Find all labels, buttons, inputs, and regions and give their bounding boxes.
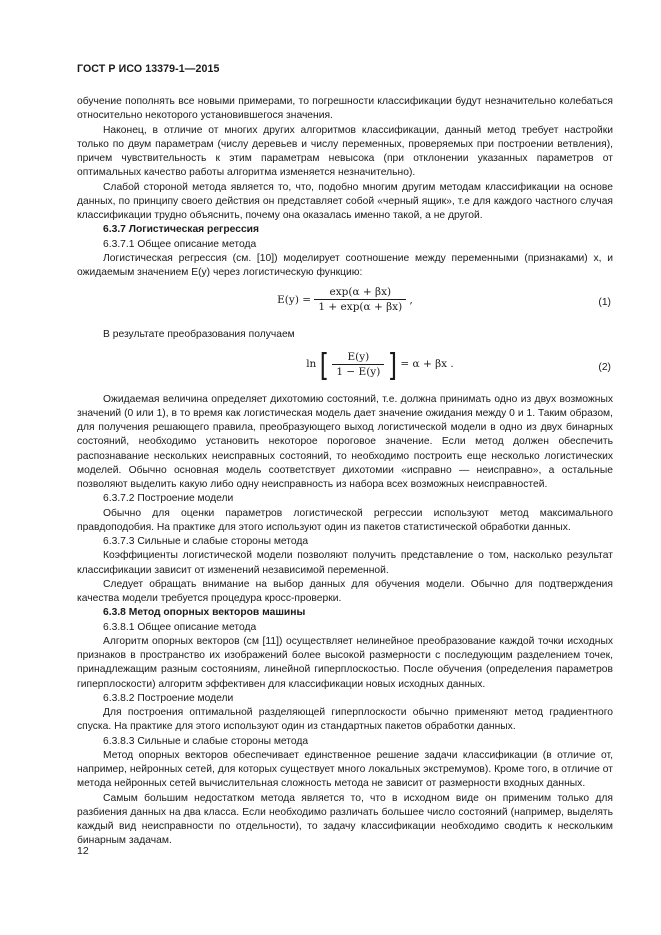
section-heading: 6.3.8 Метод опорных векторов машины	[103, 607, 306, 619]
subsection-heading: 6.3.7.2 Построение модели	[103, 493, 234, 505]
formula-1-lhs: E(y) =	[277, 294, 312, 307]
right-bracket-icon: ]	[387, 346, 398, 383]
paragraph: обучение пополнять все новыми примерами, то погрешности классификации будут незначительно колебаться относительно некоторого установившегося значения.	[77, 96, 613, 122]
formula-1-denominator: 1 + exp(α + βx)	[318, 301, 403, 314]
body-text	[77, 95, 613, 849]
formula-2-rhs: = α + βx .	[400, 358, 454, 371]
subsection-heading: 6.3.8.1 Общее описание метода	[103, 621, 257, 633]
paragraph: Обычно для оценки параметров логистической регрессии используют метод максимального правдоподобия. На практике для этого используют один из пакетов статистической обработки данных.	[77, 507, 613, 533]
subsection-heading: 6.3.7.1 Общее описание метода	[103, 238, 257, 250]
formula-1-fraction	[314, 286, 406, 314]
formula-1-number: (1)	[598, 297, 611, 309]
paragraph: Наконец, в отличие от многих других алгоритмов классификации, данный метод требует настройки только по двум параметрам (числу деревьев и числу переменных, проверяемых при построении ветвления), причем чувствительность к этим параметрам невысока (при отклонении указанных параметров от оптимальных качество работы алгоритма изменяется незначительно).	[77, 124, 613, 179]
paragraph: Коэффициенты логистической модели позволяют получить представление о том, насколько результат классификации зависит от изменений независимой переменной.	[77, 550, 613, 576]
subsection-heading: 6.3.7.3 Сильные и слабые стороны метода	[103, 536, 309, 547]
paragraph: Ожидаемая величина определяет дихотомию состояний, т.е. должна принимать одно из двух возможных значений (0 или 1), в то время как логистическая модель дает значение ожидания между 0 и 1. Таким образом, для получения решающего правила, преобразующего выход логистической модели в одно из двух бинарных состояний, необходимо установить некоторое пороговое значение. Если метод должен обеспечить распознавание нескольких неисправных состояний, то необходимо построить еще несколько логистических моделей. Обычно основная модель соответствует дихотомии «исправно — неисправно», а остальные позволяют выделить какую либо одну неисправность из набора всех возможных неисправностей.	[77, 393, 613, 490]
paragraph: Слабой стороной метода является то, что, подобно многим другим методам классификации на основе данных, по принципу своего действия он представляет собой «черный ящик», т.е для каждого частного случая классификации трудно объяснить, почему она оказалась именно такой, а не другой.	[77, 181, 613, 221]
formula-2	[77, 343, 613, 393]
formula-1	[77, 280, 613, 328]
left-bracket-icon: [	[319, 346, 330, 383]
formula-2-fraction	[332, 351, 384, 379]
formula-1-numerator: exp(α + βx)	[314, 286, 406, 300]
section-heading: 6.3.7 Логистическая регрессия	[103, 224, 260, 236]
paragraph: Для построения оптимальной разделяющей гиперплоскости обычно применяют метод градиентного спуска. На практике для этого используют один из стандартных пакетов обработки данных.	[77, 707, 613, 733]
paragraph: Алгоритм опорных векторов (см [11]) осуществляет нелинейное преобразование каждой точки исходных признаков в пространство их изображений более высокой размерности с последующим разделением точек, принадлежащим разным состояниям, линейной гиперплоскостью. После обучения (определения параметров гиперплоскости) алгоритм эффективен для классификации новых исходных данных.	[77, 635, 613, 690]
paragraph: Самым большим недостатком метода является то, что в исходном виде он применим только для разбиения данных на два класса. Если необходимо различать большее число состояний (например, выделять каждый вид неисправности по отдельности), то задачу классификации необходимо сводить к нескольким бинарным задачам.	[77, 792, 613, 847]
formula-2-ln: ln	[306, 358, 317, 371]
paragraph: Следует обращать внимание на выбор данных для обучения модели. Обычно для подтверждения качества модели требуется процедура кросс-проверки.	[77, 578, 613, 604]
formula-2-number: (2)	[598, 361, 611, 373]
subsection-heading: 6.3.8.3 Сильные и слабые стороны метода	[103, 735, 309, 747]
paragraph: Метод опорных векторов обеспечивает единственное решение задачи классификации (в отличие от, например, нейронных сетей, для которых существует много локальных экстремумов). Кроме того, в отличие от метода нейронных сетей вычислительная сложность метода не зависит от размерности входных данных.	[77, 749, 613, 790]
document-header: ГОСТ Р ИСО 13379-1—2015	[77, 63, 220, 75]
formula-2-numerator: E(y)	[332, 351, 384, 365]
formula-2-denominator: 1 − E(y)	[336, 365, 381, 378]
formula-1-tail: ,	[409, 294, 413, 307]
subsection-heading: 6.3.8.2 Построение модели	[103, 692, 234, 704]
page-number: 12	[77, 845, 89, 857]
paragraph: В результате преобразования получаем	[103, 329, 295, 341]
paragraph: Логистическая регрессия (см. [10]) моделирует соотношение между переменными (признаками) x, и ожидаемым значением E(y) через логистическую функцию:	[77, 252, 613, 278]
